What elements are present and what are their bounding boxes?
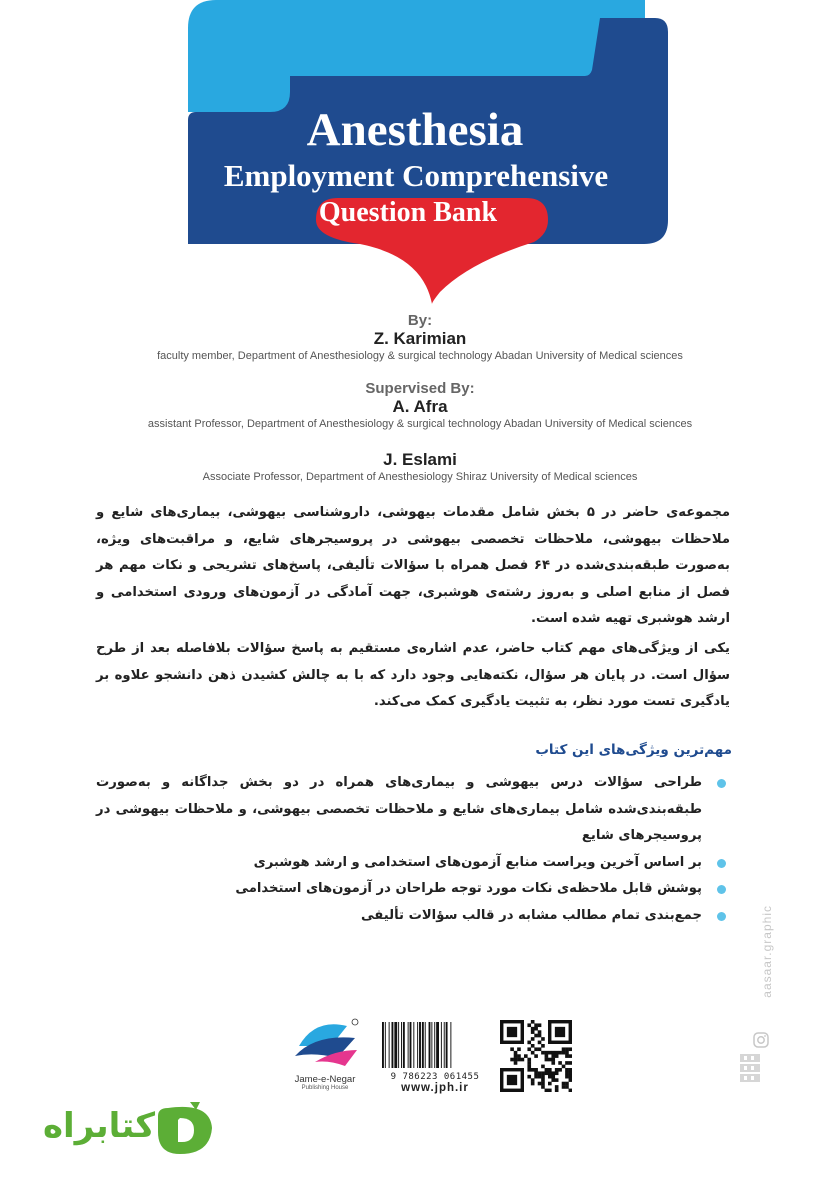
website-url: www.jph.ir (401, 1082, 469, 1094)
list-item (96, 876, 730, 903)
isbn-barcode (380, 1022, 490, 1094)
book-subtitle: Employment Comprehensive (223, 158, 609, 193)
features-title: مهم‌ترین ویژگی‌های این کتاب (535, 742, 732, 758)
qr-code-icon (500, 1020, 572, 1092)
by-label: By: (407, 312, 433, 329)
book-tagline: Question Bank (318, 197, 498, 228)
feature-text: طراحی سؤالات درس بیهوشی و بیماری‌های همراه در دو بخش جداگانه و به‌صورت طبقه‌بندی‌شده شامل بیماری‌های شایع و ملاحظات تخصصی بیهوشی، و ملاحظات بیهوشی در پروسیجرهای شایع (96, 775, 702, 843)
brand-name: کتابراه (42, 1106, 156, 1146)
feature-text: پوشش قابل ملاحظه‌ی نکات مورد توجه طراحان در آزمون‌های استخدامی (235, 881, 702, 896)
supervisor-block-2 (0, 450, 840, 484)
author-name: Z. Karimian (373, 329, 467, 348)
supervisor-affiliation-2: Associate Professor, Department of Anesthesiology Shiraz University of Medical sciences (202, 471, 638, 483)
book-title: Anesthesia (306, 104, 524, 156)
list-item (96, 770, 730, 850)
barcode-icon (380, 1022, 490, 1068)
bullet-icon (717, 912, 726, 921)
supervised-label: Supervised By: (365, 380, 475, 397)
watermark-text: aasaar.graphic (760, 905, 774, 998)
bullet-icon (717, 859, 726, 868)
features-list (96, 770, 730, 929)
publisher-subtitle: Publishing House (301, 1085, 349, 1091)
supervisor-block (0, 380, 840, 431)
publisher-logo (280, 1016, 370, 1091)
supervisor-name-2: J. Eslami (383, 450, 457, 469)
list-item (96, 903, 730, 930)
bullet-icon (717, 779, 726, 788)
supervisor-name: A. Afra (392, 397, 448, 416)
description-paragraph-1: مجموعه‌ی حاضر در ۵ بخش شامل مقدمات بیهوشی، داروشناسی بیهوشی، بیماری‌های شایع و ملاحظات بیهوشی، ملاحظات تخصصی بیهوشی در پروسیجرهای شایع، و مراقبت‌های ویژه، به‌صورت طبقه‌بندی‌شده در ۶۴ فصل همراه با سؤالات تألیفی، پاسخ‌های تشریحی و نکات مهم هر فصل از منابع اصلی و به‌روز رشته‌ی هوشبری، جهت آمادگی در آزمون‌های ورودی استخدامی و ارشد هوشبری تهیه شده است. (96, 505, 731, 626)
bullet-icon (717, 885, 726, 894)
feature-text: جمع‌بندی تمام مطالب مشابه در قالب سؤالات تألیفی (360, 907, 702, 923)
publisher-mark-icon (285, 1016, 365, 1068)
author-affiliation: faculty member, Department of Anesthesiology & surgical technology Abadan University of Medical sciences (157, 350, 683, 362)
watermark-logo-icon (738, 1052, 764, 1086)
author-block (0, 312, 840, 363)
isbn-digits: 9 786223 061455 (390, 1072, 480, 1082)
supervisor-affiliation: assistant Professor, Department of Anesthesiology & surgical technology Abadan University of Medical sciences (147, 418, 693, 430)
description-paragraph-2: یکی از ویژگی‌های مهم کتاب حاضر، عدم اشاره‌ی مستقیم به پاسخ سؤالات بلافاصله بعد از طرح سؤال است. در پایان هر سؤال، نکته‌هایی وجود دارد که با به چالش کشیدن ذهن دانشجو علاوه بر یادگیری تست مورد نظر، به تثبیت یادگیری کمک می‌کند. (96, 641, 730, 709)
publisher-name: Jame-e-Negar (294, 1074, 356, 1085)
feature-text: بر اساس آخرین ویراست منابع آزمون‌های استخدامی و ارشد هوشبری (253, 854, 702, 870)
list-item (96, 850, 730, 877)
instagram-icon (753, 1032, 769, 1048)
